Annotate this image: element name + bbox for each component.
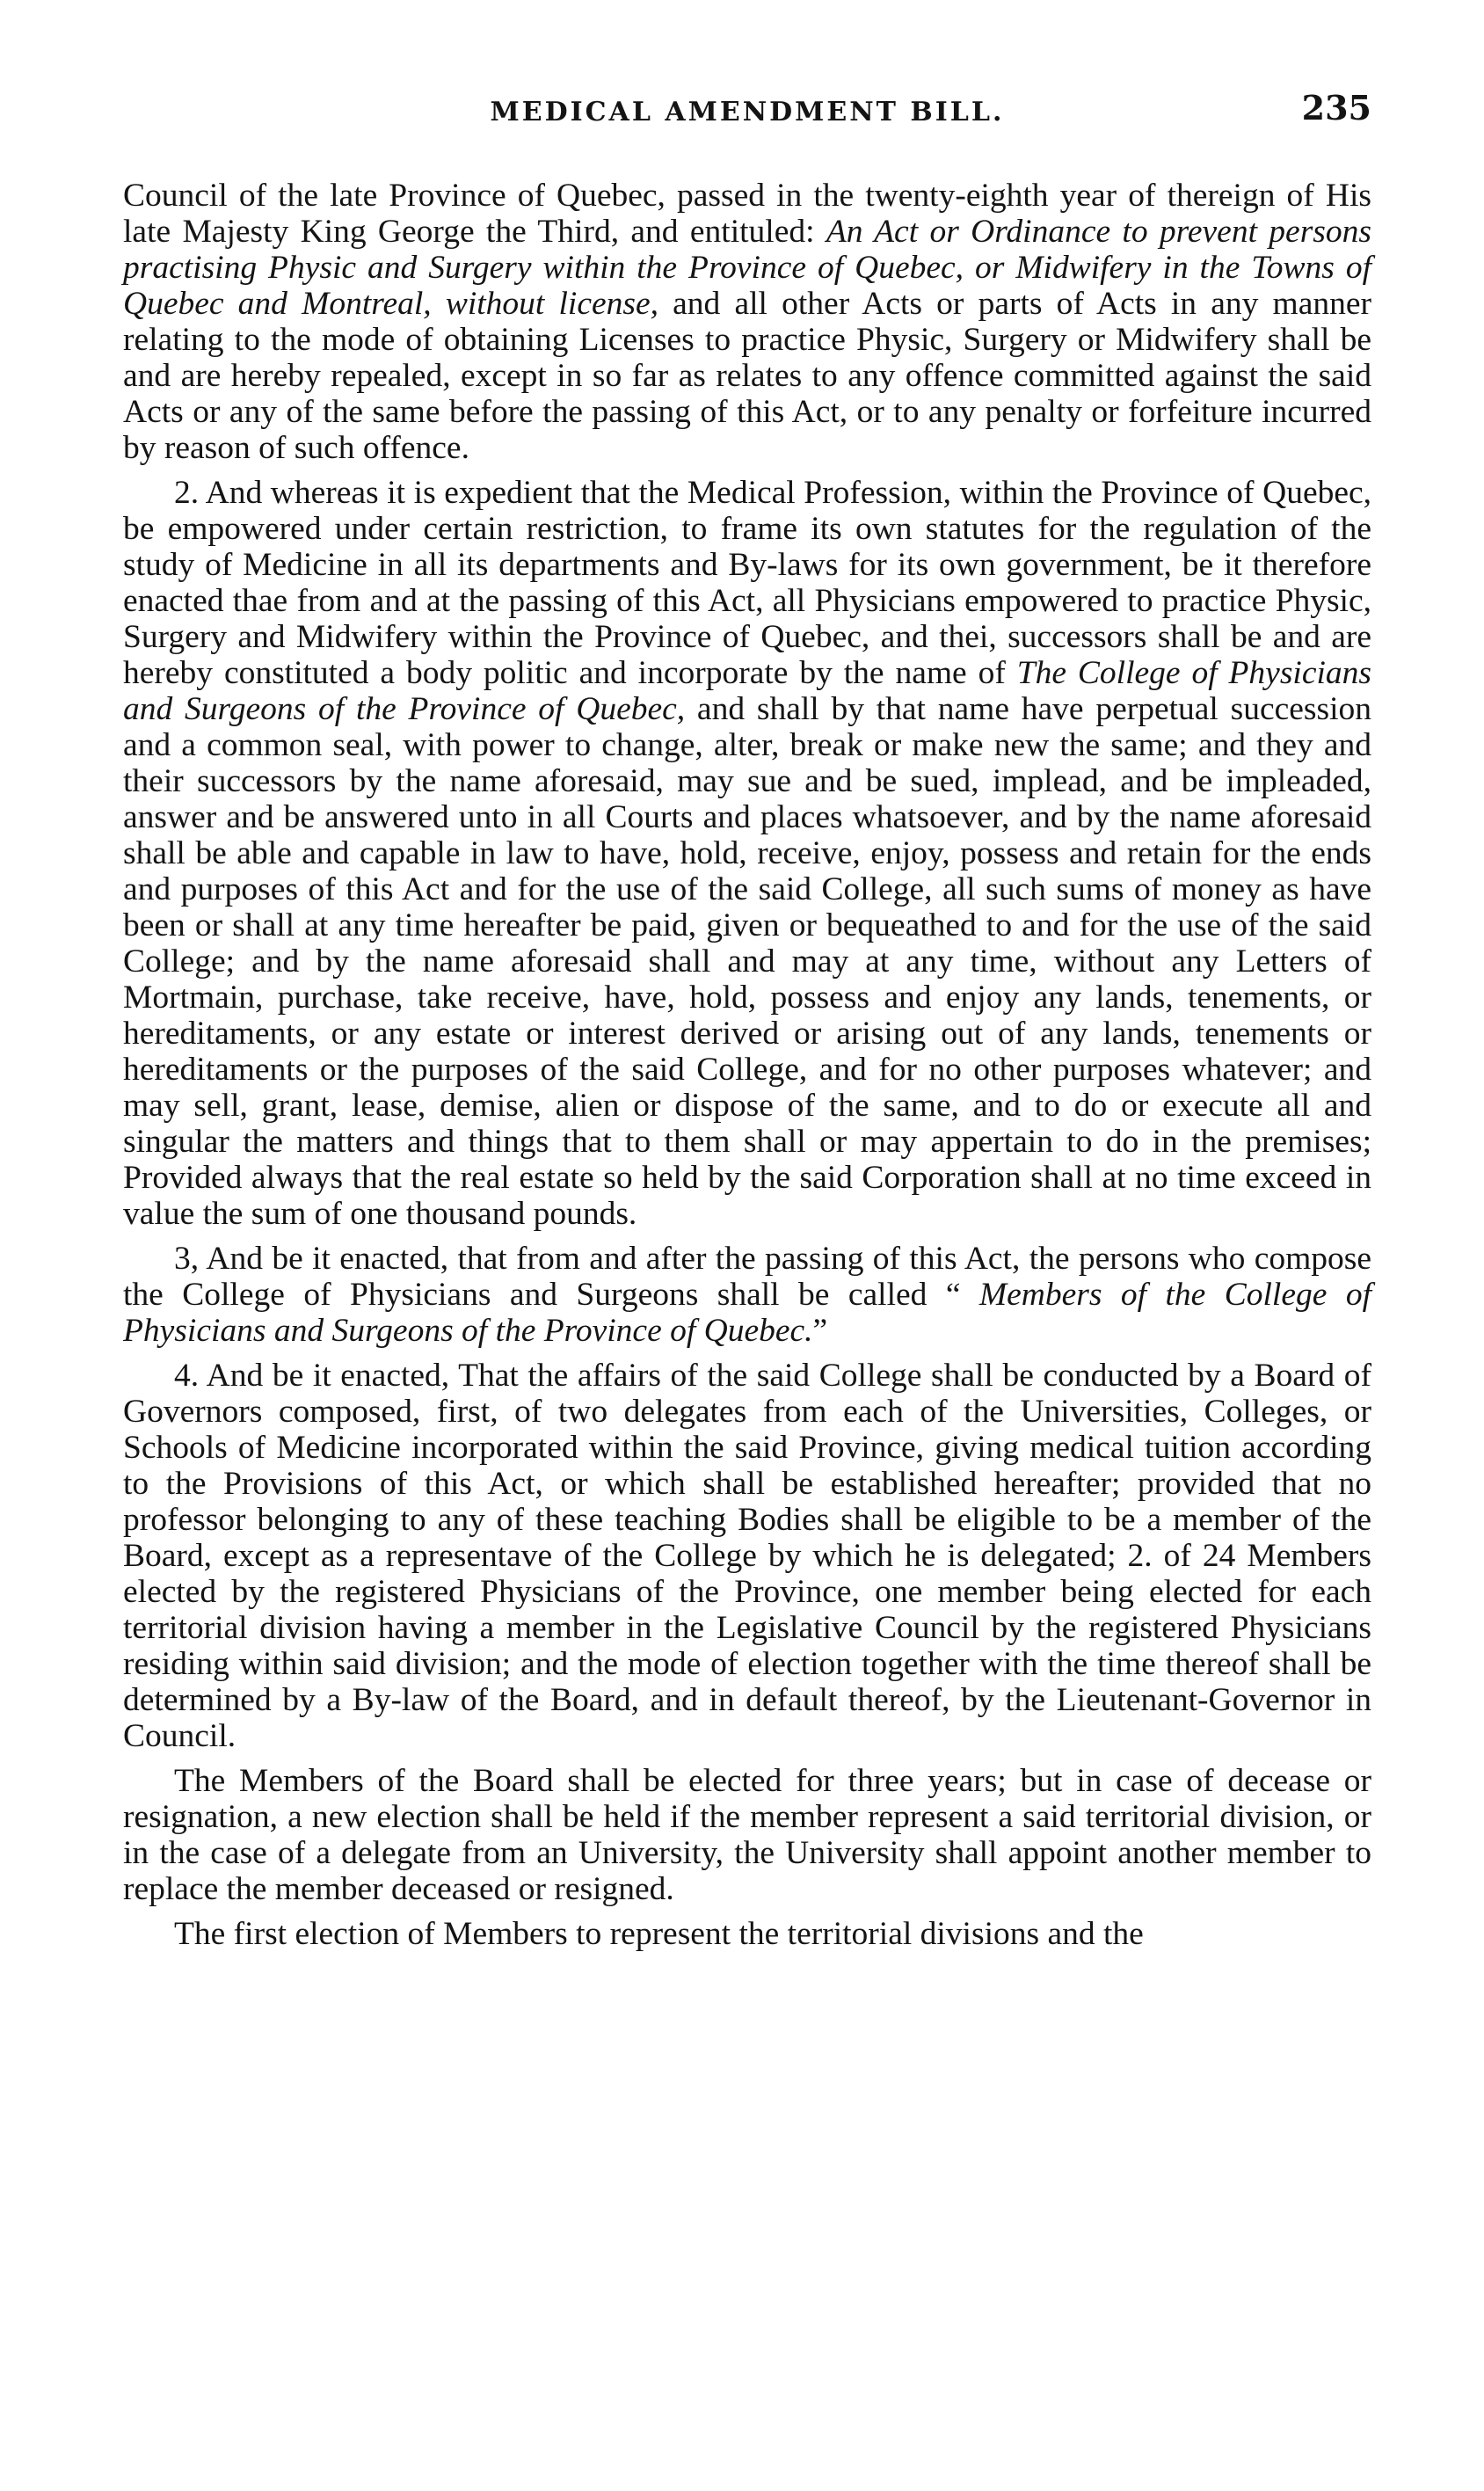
italic-text-run: The College of Physicians and Surgeons of the Province of Quebec, <box>123 655 1371 727</box>
text-run: 4. And be it enacted, That the affairs of the said College shall be conducted by a Board of Governors composed, first, of two delegates from each of the Universities, Colleges, or Schools of Medicine incorporated within the said Province, giving medical tuition according to the Provisions of this Act, or which shall be established hereafter; provided that no professor belonging to any of these teaching Bodies shall be eligible to be a member of the Board, except as a representave of the College by which he is delegated; 2. of 24 Members elected by the registered Physicians of the Province, one member being elected for each territorial division having a member in the Legislative Council by the registered Physicians residing within said division; and the mode of election together with the time thereof shall be determined by a By-law of the Board, and in default thereof, by the Lieutenant-Governor in Council. <box>123 1358 1371 1754</box>
text-run: The Members of the Board shall be elected for three years; but in case of decease or resignation, a new election shall be held if the member represent a said territorial division, or in the case of a delegate from an University, the University shall appoint another member to replace the member deceased or resigned. <box>123 1763 1371 1907</box>
text-run: Council of the late Province of Quebec, passed in the twenty-eighth year of thereign of His late Majesty King George the Third, and entituled: <box>123 178 1371 250</box>
document-page <box>123 81 1371 1952</box>
text-run: 3, And be it enacted, that from and after the passing of this Act, the persons who compose the College of Physicians and Surgeons shall be called “ <box>123 1241 1371 1313</box>
page-number: 235 <box>1301 88 1371 127</box>
running-header <box>123 81 1371 144</box>
paragraph-board-terms <box>123 1763 1371 1907</box>
text-run: 2. And whereas it is expedient that the Medical Profession, within the Province of Quebec, be empowered under certain restriction, to frame its own statutes for the regulation of the study of Medicine in all its departments and By-laws for its own government, be it therefore enacted thae from and at the passing of this Act, all Physicians empowered to practice Physic, Surgery and Midwifery within the Province of Quebec, and thei, successors shall be and are hereby constituted a body politic and incorporate by the name of <box>123 475 1371 691</box>
paragraph-first-election <box>123 1916 1371 1952</box>
text-run: The first election of Members to represent the territorial divisions and the <box>174 1916 1144 1952</box>
text-run: and shall by that name have perpetual succession and a common seal, with power to change, alter, break or make new the same; and they and their successors by the name aforesaid, may sue and be sued, implead, and be impleaded, answer and be answered unto in all Courts and places whatsoever, and by the name aforesaid shall be able and capable in law to have, hold, receive, enjoy, possess and retain for the ends and purposes of this Act and for the use of the said College, all such sums of money as have been or shall at any time hereafter be paid, given or bequeathed to and for the use of the said College; and by the name aforesaid shall and may at any time, without any Letters of Mortmain, purchase, take receive, have, hold, possess and enjoy any lands, tenements, or hereditaments, or any estate or interest derived or arising out of any lands, tenements or hereditaments or the purposes of the said College, and for no other purposes whatever; and may sell, grant, lease, demise, alien or dispose of the same, and to do or execute all and singular the matters and things that to them shall or may appertain to do in the premises; Provided always that the real estate so held by the said Corporation shall at no time exceed in value the sum of one thousand pounds. <box>123 691 1371 1232</box>
italic-text-run: Members of the College of Physicians and Surgeons of the Province of Quebec. <box>123 1277 1371 1349</box>
paragraph-section-4 <box>123 1358 1371 1754</box>
body-text <box>123 178 1371 1952</box>
running-title: MEDICAL AMENDMENT BILL. <box>490 97 1005 127</box>
paragraph-section-3 <box>123 1241 1371 1349</box>
text-run: ” <box>812 1313 828 1349</box>
text-run: and all other Acts or parts of Acts in any manner relating to the mode of obtaining Licenses to practice Physic, Surgery or Midwifery shall be and are hereby repealed, except in so far as relates to any offence committed against the said Acts or any of the same before the passing of this Act, or to any penalty or forfeiture incurred by reason of such offence. <box>123 286 1371 466</box>
paragraph-continuation <box>123 178 1371 466</box>
paragraph-section-2 <box>123 475 1371 1232</box>
italic-text-run: An Act or Ordinance to prevent persons practising Physic and Surgery within the Province of Quebec, or Midwifery in the Towns of Quebec and Montreal, without license, <box>123 214 1371 322</box>
